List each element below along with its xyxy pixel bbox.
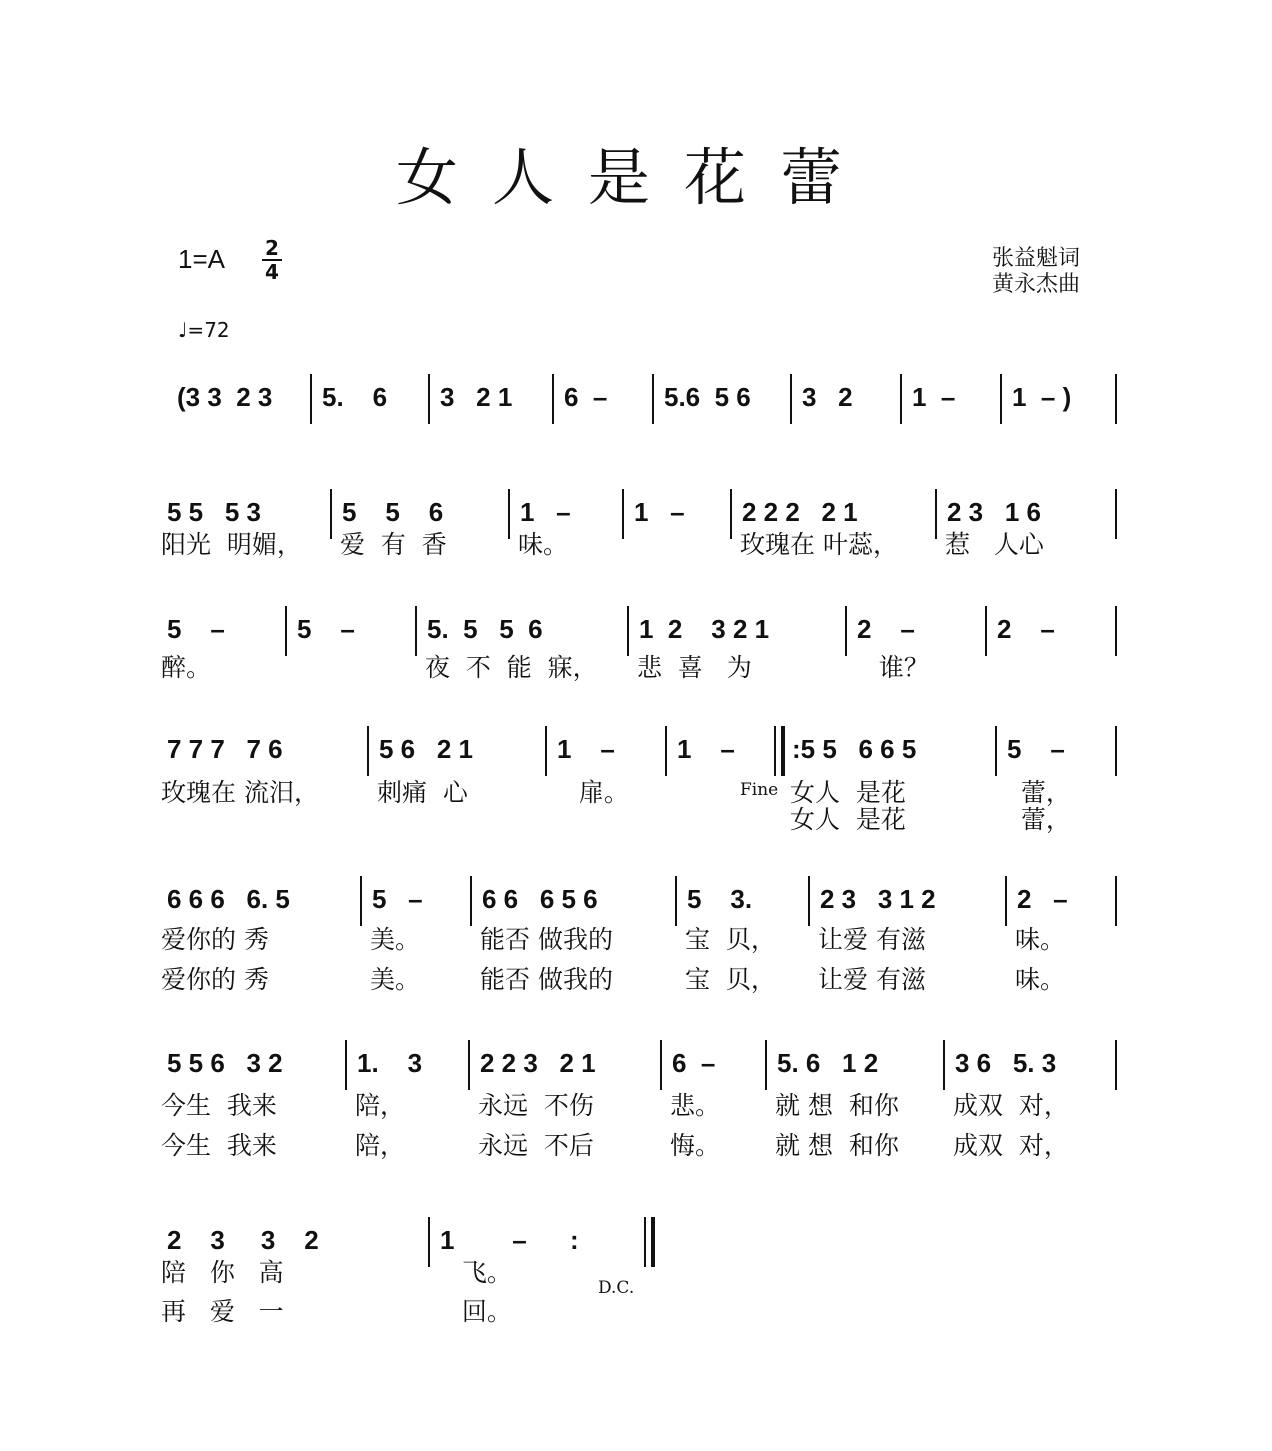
song-title: 女人是花蕾 bbox=[395, 141, 876, 214]
measure-notes: 5 – bbox=[167, 614, 225, 644]
barline bbox=[1115, 726, 1117, 776]
lyric-verse-1: 女人 是花 bbox=[790, 778, 906, 807]
measure-notes: 5.6 5 6 bbox=[664, 382, 751, 412]
lyric-verse-1: 刺痛 心 bbox=[377, 778, 468, 807]
measure-notes: 1 – bbox=[677, 734, 735, 764]
lyric-verse-1: 悲。 bbox=[670, 1091, 721, 1120]
lyric-verse-1: 玫瑰在 流汨， bbox=[161, 778, 319, 807]
key-signature: 1=A bbox=[178, 244, 225, 274]
lyric-verse-2: 今生 我来 bbox=[161, 1131, 277, 1160]
measure-notes: (3 3 2 3 bbox=[177, 382, 273, 412]
measure-notes: 5 – bbox=[1007, 734, 1065, 764]
barline bbox=[1115, 489, 1117, 539]
measure-notes: 2 2 3 2 1 bbox=[480, 1048, 596, 1078]
lyric-verse-1: 就 想 和你 bbox=[775, 1091, 899, 1120]
lyric-verse-1: 美。 bbox=[370, 925, 421, 954]
measure-notes: 5 5 6 bbox=[342, 497, 444, 527]
barline bbox=[1115, 1040, 1117, 1090]
lyric-verse-2: 蕾， bbox=[1005, 805, 1071, 834]
measure-notes: 2 3 3 1 2 bbox=[820, 884, 936, 914]
measure-notes: 2 3 3 2 bbox=[167, 1225, 319, 1255]
lyric-verse-1: 让爱 有滋 bbox=[818, 925, 926, 954]
lyric-verse-1: 永远 不伤 bbox=[478, 1091, 594, 1120]
measure-notes: 1 – ) bbox=[1012, 382, 1072, 412]
measure-notes: 3 2 1 bbox=[440, 382, 513, 412]
measure-notes: 5. 6 bbox=[322, 382, 388, 412]
lyric-verse-1: 味。 bbox=[518, 530, 569, 559]
lyric-verse-2: 悔。 bbox=[670, 1131, 721, 1160]
lyric-verse-2: 味。 bbox=[1015, 965, 1066, 994]
lyric-verse-2: 让爱 有滋 bbox=[818, 965, 926, 994]
measure-notes: 2 – bbox=[997, 614, 1055, 644]
measure-notes: 5 3. bbox=[687, 884, 753, 914]
measure-notes: 1 2 3 2 1 bbox=[639, 614, 770, 644]
measure-notes: 5 – bbox=[297, 614, 355, 644]
lyric-verse-1: 爱 有 香 bbox=[340, 530, 447, 559]
lyric-verse-1: 夜 不 能 寐， bbox=[425, 653, 598, 682]
lyric-verse-1: 飞。 bbox=[438, 1258, 512, 1287]
measure-notes: 2 – bbox=[857, 614, 915, 644]
lyric-verse-1: 今生 我来 bbox=[161, 1091, 277, 1120]
lyric-verse-1: 宝 贝， bbox=[685, 925, 776, 954]
lyric-verse-1: 惹 人心 bbox=[945, 530, 1044, 559]
lyric-verse-1: 成双 对， bbox=[953, 1091, 1069, 1120]
measure-notes: 1. 3 bbox=[357, 1048, 423, 1078]
lyric-verse-1: 玫瑰在 叶蕊， bbox=[740, 530, 898, 559]
measure-notes: 2 – bbox=[1017, 884, 1068, 914]
measure-notes: 6 6 6 6. 5 bbox=[167, 884, 290, 914]
lyric-verse-2: 宝 贝， bbox=[685, 965, 776, 994]
measure-notes: 2 3 1 6 bbox=[947, 497, 1041, 527]
measure-notes: 6 – bbox=[564, 382, 608, 412]
lyric-verse-1: 阳光 明媚， bbox=[161, 530, 302, 559]
measure-notes: 5 – bbox=[372, 884, 423, 914]
lyric-verse-1: 醉。 bbox=[161, 653, 212, 682]
time-signature-bottom: 4 bbox=[265, 260, 279, 284]
lyric-verse-1: 蕾， bbox=[1005, 778, 1071, 807]
measure-notes: 3 6 5. 3 bbox=[955, 1048, 1057, 1078]
measure-notes: 5. 6 1 2 bbox=[777, 1048, 879, 1078]
lyric-verse-2: 就 想 和你 bbox=[775, 1131, 899, 1160]
lyric-verse-1: 谁？ bbox=[855, 653, 929, 682]
barline bbox=[1115, 374, 1117, 424]
measure-notes: 6 6 6 5 6 bbox=[482, 884, 598, 914]
lyric-verse-1: 味。 bbox=[1015, 925, 1066, 954]
fine-mark: Fine bbox=[740, 780, 779, 800]
lyric-verse-2: 能否 做我的 bbox=[480, 965, 613, 994]
lyric-verse-2: 陪， bbox=[355, 1131, 406, 1160]
measure-notes: 5 5 5 3 bbox=[167, 497, 261, 527]
lyric-verse-2: 成双 对， bbox=[953, 1131, 1069, 1160]
measure-notes: 5 5 6 3 2 bbox=[167, 1048, 283, 1078]
measure-notes: 6 – bbox=[672, 1048, 716, 1078]
lyric-verse-2: 女人 是花 bbox=[790, 805, 906, 834]
dc-mark: D.C. bbox=[598, 1278, 635, 1298]
lyric-verse-2: 美。 bbox=[370, 965, 421, 994]
measure-notes: :5 5 6 6 5 bbox=[792, 734, 917, 764]
time-signature-top: 2 bbox=[265, 236, 279, 260]
lyric-verse-2: 爱你的 秀 bbox=[161, 965, 269, 994]
measure-notes: 7 7 7 7 6 bbox=[167, 734, 283, 764]
credits bbox=[992, 246, 1080, 298]
lyric-verse-1: 陪 你 高 bbox=[161, 1258, 284, 1287]
lyric-verse-1: 能否 做我的 bbox=[480, 925, 613, 954]
time-signature bbox=[262, 238, 282, 282]
composer: 黄永杰曲 bbox=[992, 272, 1081, 297]
lyric-verse-2: 永远 不后 bbox=[478, 1131, 594, 1160]
lyric-verse-1: 扉。 bbox=[555, 778, 629, 807]
lyric-verse-1: 爱你的 秀 bbox=[161, 925, 269, 954]
measure-notes: 1 – bbox=[557, 734, 615, 764]
barline bbox=[1115, 876, 1117, 926]
measure-notes: 5 6 2 1 bbox=[379, 734, 473, 764]
lyric-verse-1: 陪， bbox=[355, 1091, 406, 1120]
tempo-marking: ♩=72 bbox=[178, 318, 230, 342]
lyric-verse-2: 回。 bbox=[438, 1297, 512, 1326]
measure-notes: 1 – : bbox=[440, 1225, 579, 1255]
measure-notes: 1 – bbox=[634, 497, 685, 527]
measure-notes: 5. 5 5 6 bbox=[427, 614, 543, 644]
repeat-barline bbox=[644, 1217, 655, 1267]
lyricist: 张益魁词 bbox=[992, 246, 1081, 271]
lyric-verse-2: 再 爱 一 bbox=[161, 1297, 284, 1326]
measure-notes: 1 – bbox=[912, 382, 956, 412]
barline bbox=[1115, 606, 1117, 656]
measure-notes: 1 – bbox=[520, 497, 571, 527]
lyric-verse-1: 悲 喜 为 bbox=[637, 653, 752, 682]
measure-notes: 3 2 bbox=[802, 382, 853, 412]
measure-notes: 2 2 2 2 1 bbox=[742, 497, 858, 527]
